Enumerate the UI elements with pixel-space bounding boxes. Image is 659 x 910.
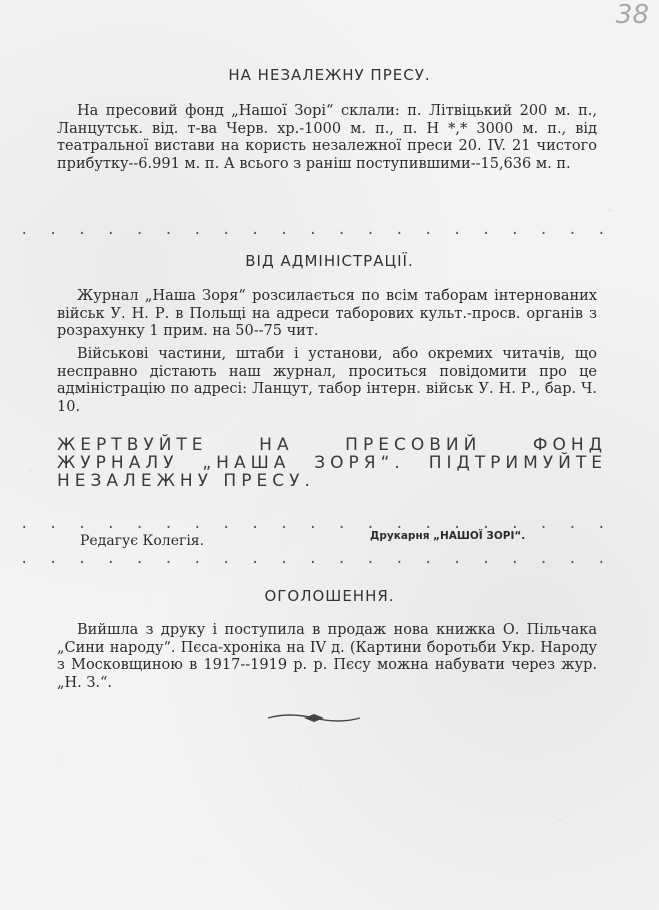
dotted-divider xyxy=(20,516,620,532)
printer-credit: Друкарня „НАШОЇ ЗОРІ“. xyxy=(370,530,526,542)
ornament-divider xyxy=(264,711,364,725)
editor-credit: Редагує Колегія. xyxy=(80,533,205,549)
section-title-administration: ВІД АДМІНІСТРАЦІЇ. xyxy=(245,252,414,270)
press-fund-paragraph: На пресовий фонд „Нашої Зорі“ склали: п. Літвіцький 200 м. п., Ланцутськ. від. т-ва Черв. хр.-1000 м. п., п. Н *,* 3000 м. п., від театральної вистави на користь незалежної преси 20. IV. 21 чистого прибутку--6.991 м. п. А всього з раніш поступившими--15,636 м. п. xyxy=(57,103,597,172)
page-number: 38 xyxy=(615,0,649,30)
dotted-divider xyxy=(20,222,620,238)
administration-paragraph-2: Військові частини, штаби і установи, або окремих читачів, що несправно дістають наш журнал, проситься повідомити про це адміністрацію по адресі: Ланцут, табор інтерн. військ У. Н. Р., бар. Ч. 10. xyxy=(57,346,597,415)
section-title-announcements: ОГОЛОШЕННЯ. xyxy=(264,587,395,605)
section-title-independent-press: НА НЕЗАЛЕЖНУ ПРЕСУ. xyxy=(228,66,431,84)
administration-paragraph-1: Журнал „Наша Зоря“ розсилається по всім таборам інтернованих військ У. Н. Р. в Польщі на адреси таборових культ.-просв. органів з розрахунку 1 прим. на 50--75 чит. xyxy=(57,288,597,339)
press-fund-appeal: ЖЕРТВУЙТЕ НА ПРЕСОВИЙ ФОНД ЖУРНАЛУ „НАША ЗОРЯ“. ПІДТРИМУЙТЕ НЕЗАЛЕЖНУ ПРЕСУ. xyxy=(57,435,607,491)
announcement-paragraph: Вийшла з друку і поступила в продаж нова книжка О. Пільчака „Сини народу“. Пєса-хроніка на IV д. (Картини боротьби Укр. Народу з Московщиною в 1917--1919 р. р. Пєсу можна набувати через жур. „Н. З.“. xyxy=(57,622,597,691)
dotted-divider xyxy=(20,551,620,567)
